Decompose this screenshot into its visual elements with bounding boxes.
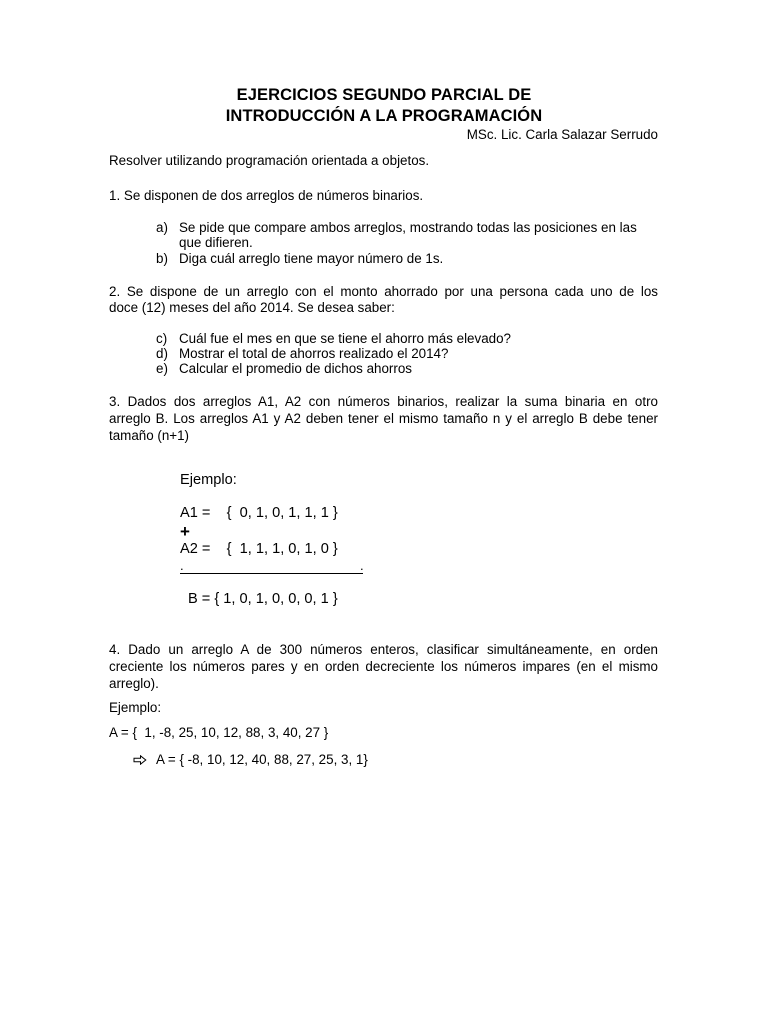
item-text: Cuál fue el mes en que se tiene el ahorro más elevado? bbox=[179, 331, 511, 346]
exercise-1-item-a bbox=[156, 220, 658, 250]
exercise-4-example-label: Ejemplo: bbox=[109, 700, 162, 715]
document-title-line2: INTRODUCCIÓN A LA PROGRAMACIÓN bbox=[225, 107, 543, 125]
array-b-result: B = { 1, 0, 1, 0, 0, 0, 1 } bbox=[188, 591, 338, 607]
item-label: c) bbox=[156, 331, 168, 346]
exercise-1-item-b bbox=[156, 251, 658, 266]
exercise-3-line-1: 3. Dados dos arreglos A1, A2 con números binarios, realizar la suma binaria en otro bbox=[109, 394, 658, 409]
outline-right-arrow-icon bbox=[133, 752, 147, 767]
exercise-1-text: 1. Se disponen de dos arreglos de números binarios. bbox=[109, 188, 424, 203]
exercise-4-line-3: arreglo). bbox=[109, 676, 159, 691]
array-a2: A2 = { 1, 1, 1, 0, 1, 0 } bbox=[180, 541, 338, 557]
item-text: Se pide que compare ambos arreglos, mostrando todas las posiciones en las que difieren. bbox=[179, 220, 637, 250]
exercise-2-line-1: 2. Se dispone de un arreglo con el monto ahorrado por una persona cada uno de los bbox=[109, 284, 658, 299]
exercise-4-output-array: A = { -8, 10, 12, 40, 88, 27, 25, 3, 1} bbox=[156, 752, 368, 767]
exercise-3-example-label: Ejemplo: bbox=[180, 472, 237, 488]
author-line: MSc. Lic. Carla Salazar Serrudo bbox=[466, 127, 658, 142]
item-label: d) bbox=[156, 346, 168, 361]
sum-divider-line bbox=[180, 573, 363, 574]
item-label: a) bbox=[156, 220, 168, 235]
exercise-2-line-2: doce (12) meses del año 2014. Se desea saber: bbox=[109, 300, 395, 315]
array-a1: A1 = { 0, 1, 0, 1, 1, 1 } bbox=[180, 505, 338, 521]
exercise-2-item-d bbox=[156, 346, 658, 361]
intro-text: Resolver utilizando programación orientada a objetos. bbox=[109, 153, 430, 168]
document-title-line1: EJERCICIOS SEGUNDO PARCIAL DE bbox=[236, 86, 532, 104]
exercise-2-item-e bbox=[156, 361, 658, 376]
divider-dot-left: . bbox=[180, 558, 184, 573]
exercise-4-line-2: creciente los números pares y en orden decreciente los números impares (en el mismo bbox=[109, 659, 658, 674]
exercise-2-item-c bbox=[156, 331, 658, 346]
item-label: e) bbox=[156, 361, 168, 376]
exercise-4-line-1: 4. Dado un arreglo A de 300 números enteros, clasificar simultáneamente, en orden bbox=[109, 642, 658, 657]
item-text: Diga cuál arreglo tiene mayor número de 1s. bbox=[179, 251, 444, 266]
item-text: Calcular el promedio de dichos ahorros bbox=[179, 361, 412, 376]
exercise-3-line-2: arreglo B. Los arreglos A1 y A2 deben tener el mismo tamaño n y el arreglo B debe tener bbox=[109, 411, 658, 426]
exercise-4-input-array: A = { 1, -8, 25, 10, 12, 88, 3, 40, 27 } bbox=[109, 725, 329, 740]
item-label: b) bbox=[156, 251, 168, 266]
divider-dot-right: . bbox=[360, 558, 364, 573]
plus-sign: + bbox=[180, 522, 190, 541]
exercise-3-line-3: tamaño (n+1) bbox=[109, 428, 190, 443]
item-text: Mostrar el total de ahorros realizado el 2014? bbox=[179, 346, 449, 361]
